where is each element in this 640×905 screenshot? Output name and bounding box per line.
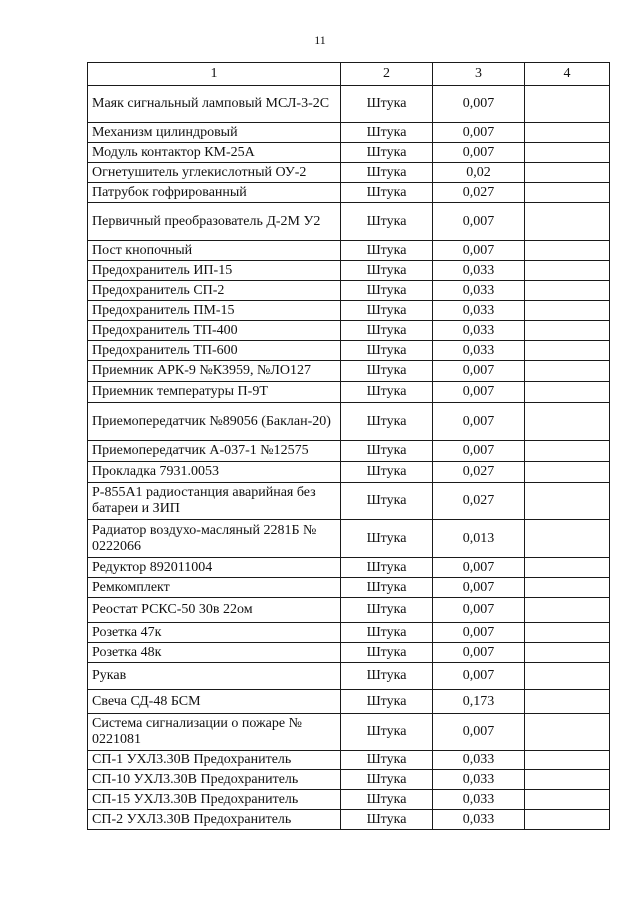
quantity-cell: 0,007 <box>433 441 525 462</box>
item-name-cell: Предохранитель ИП-15 <box>88 261 341 281</box>
unit-cell: Штука <box>341 751 433 770</box>
empty-cell <box>525 623 610 643</box>
unit-cell: Штука <box>341 163 433 183</box>
item-name-cell: Приемопередатчик А-037-1 №12575 <box>88 441 341 462</box>
item-name-cell: Предохранитель ТП-600 <box>88 341 341 361</box>
quantity-cell: 0,007 <box>433 203 525 241</box>
table-row <box>88 183 610 203</box>
quantity-cell: 0,033 <box>433 751 525 770</box>
quantity-cell: 0,007 <box>433 241 525 261</box>
empty-cell <box>525 361 610 382</box>
empty-cell <box>525 341 610 361</box>
table-row <box>88 163 610 183</box>
table-row <box>88 643 610 663</box>
item-name-cell: Механизм цилиндровый <box>88 123 341 143</box>
table-row <box>88 143 610 163</box>
item-name-cell: Приемник АРК-9 №К3959, №ЛО127 <box>88 361 341 382</box>
quantity-cell: 0,007 <box>433 403 525 441</box>
table-row <box>88 361 610 382</box>
item-name-cell: Приемник температуры П-9Т <box>88 382 341 403</box>
item-name-cell: Радиатор воздухо-масляный 2281Б № 0222066 <box>88 520 341 558</box>
item-name-cell: Розетка 47к <box>88 623 341 643</box>
quantity-cell: 0,033 <box>433 321 525 341</box>
item-name-cell: Редуктор 892011004 <box>88 558 341 578</box>
table-row <box>88 714 610 751</box>
unit-cell: Штука <box>341 690 433 714</box>
item-name-cell: СП-10 УХЛ3.30В Предохранитель <box>88 770 341 790</box>
item-name-cell: Предохранитель ПМ-15 <box>88 301 341 321</box>
unit-cell: Штука <box>341 361 433 382</box>
item-name-cell: Система сигнализации о пожаре № 0221081 <box>88 714 341 751</box>
column-header-2: 2 <box>341 63 433 86</box>
empty-cell <box>525 663 610 690</box>
table-row <box>88 403 610 441</box>
column-header-1: 1 <box>88 63 341 86</box>
item-name-cell: СП-2 УХЛ3.30В Предохранитель <box>88 810 341 830</box>
item-name-cell: Реостат РСКС-50 30в 22ом <box>88 598 341 623</box>
quantity-cell: 0,007 <box>433 123 525 143</box>
unit-cell: Штука <box>341 86 433 123</box>
unit-cell: Штука <box>341 790 433 810</box>
unit-cell: Штука <box>341 382 433 403</box>
empty-cell <box>525 241 610 261</box>
unit-cell: Штука <box>341 261 433 281</box>
quantity-cell: 0,013 <box>433 520 525 558</box>
quantity-cell: 0,007 <box>433 382 525 403</box>
table-row <box>88 520 610 558</box>
quantity-cell: 0,033 <box>433 341 525 361</box>
unit-cell: Штука <box>341 183 433 203</box>
unit-cell: Штука <box>341 520 433 558</box>
quantity-cell: 0,007 <box>433 643 525 663</box>
unit-cell: Штука <box>341 558 433 578</box>
empty-cell <box>525 183 610 203</box>
empty-cell <box>525 261 610 281</box>
empty-cell <box>525 281 610 301</box>
unit-cell: Штука <box>341 123 433 143</box>
empty-cell <box>525 690 610 714</box>
quantity-cell: 0,173 <box>433 690 525 714</box>
quantity-cell: 0,027 <box>433 462 525 483</box>
table-row <box>88 441 610 462</box>
empty-cell <box>525 163 610 183</box>
table-row <box>88 281 610 301</box>
column-header-4: 4 <box>525 63 610 86</box>
item-name-cell: Патрубок гофрированный <box>88 183 341 203</box>
empty-cell <box>525 321 610 341</box>
quantity-cell: 0,033 <box>433 770 525 790</box>
empty-cell <box>525 462 610 483</box>
table-row <box>88 301 610 321</box>
empty-cell <box>525 810 610 830</box>
unit-cell: Штука <box>341 643 433 663</box>
table-row <box>88 598 610 623</box>
unit-cell: Штука <box>341 341 433 361</box>
unit-cell: Штука <box>341 810 433 830</box>
empty-cell <box>525 598 610 623</box>
unit-cell: Штука <box>341 462 433 483</box>
table-row <box>88 321 610 341</box>
unit-cell: Штука <box>341 441 433 462</box>
quantity-cell: 0,007 <box>433 361 525 382</box>
table-body <box>88 63 610 830</box>
quantity-cell: 0,033 <box>433 790 525 810</box>
table-row <box>88 558 610 578</box>
empty-cell <box>525 520 610 558</box>
quantity-cell: 0,033 <box>433 810 525 830</box>
empty-cell <box>525 483 610 520</box>
items-table <box>87 62 610 830</box>
unit-cell: Штука <box>341 281 433 301</box>
table-row <box>88 790 610 810</box>
column-header-3: 3 <box>433 63 525 86</box>
empty-cell <box>525 441 610 462</box>
empty-cell <box>525 143 610 163</box>
empty-cell <box>525 301 610 321</box>
quantity-cell: 0,027 <box>433 483 525 520</box>
item-name-cell: Прокладка 7931.0053 <box>88 462 341 483</box>
unit-cell: Штука <box>341 241 433 261</box>
quantity-cell: 0,033 <box>433 281 525 301</box>
empty-cell <box>525 86 610 123</box>
unit-cell: Штука <box>341 623 433 643</box>
empty-cell <box>525 123 610 143</box>
page-number: 11 <box>314 33 326 47</box>
quantity-cell: 0,007 <box>433 663 525 690</box>
table-row <box>88 382 610 403</box>
empty-cell <box>525 203 610 241</box>
table-row <box>88 341 610 361</box>
quantity-cell: 0,007 <box>433 86 525 123</box>
item-name-cell: Свеча СД-48 БСМ <box>88 690 341 714</box>
item-name-cell: Р-855А1 радиостанция аварийная без батареи и ЗИП <box>88 483 341 520</box>
empty-cell <box>525 403 610 441</box>
quantity-cell: 0,033 <box>433 261 525 281</box>
table-row <box>88 241 610 261</box>
unit-cell: Штука <box>341 321 433 341</box>
unit-cell: Штука <box>341 301 433 321</box>
table-row <box>88 483 610 520</box>
empty-cell <box>525 770 610 790</box>
item-name-cell: Розетка 48к <box>88 643 341 663</box>
table-row <box>88 123 610 143</box>
empty-cell <box>525 578 610 598</box>
item-name-cell: Пост кнопочный <box>88 241 341 261</box>
unit-cell: Штука <box>341 770 433 790</box>
table-row <box>88 261 610 281</box>
item-name-cell: Модуль контактор КМ-25А <box>88 143 341 163</box>
quantity-cell: 0,033 <box>433 301 525 321</box>
item-name-cell: СП-15 УХЛ3.30В Предохранитель <box>88 790 341 810</box>
item-name-cell: СП-1 УХЛ3.30В Предохранитель <box>88 751 341 770</box>
empty-cell <box>525 643 610 663</box>
empty-cell <box>525 714 610 751</box>
table-row <box>88 751 610 770</box>
item-name-cell: Предохранитель СП-2 <box>88 281 341 301</box>
unit-cell: Штука <box>341 714 433 751</box>
table-row <box>88 578 610 598</box>
table-row <box>88 203 610 241</box>
quantity-cell: 0,007 <box>433 623 525 643</box>
item-name-cell: Маяк сигнальный ламповый МСЛ-3-2С <box>88 86 341 123</box>
empty-cell <box>525 558 610 578</box>
quantity-cell: 0,007 <box>433 714 525 751</box>
item-name-cell: Рукав <box>88 663 341 690</box>
item-name-cell: Предохранитель ТП-400 <box>88 321 341 341</box>
empty-cell <box>525 751 610 770</box>
unit-cell: Штука <box>341 598 433 623</box>
table-row <box>88 770 610 790</box>
item-name-cell: Ремкомплект <box>88 578 341 598</box>
table-row <box>88 810 610 830</box>
table-row <box>88 690 610 714</box>
quantity-cell: 0,007 <box>433 558 525 578</box>
quantity-cell: 0,007 <box>433 598 525 623</box>
table-row <box>88 86 610 123</box>
item-name-cell: Приемопередатчик №89056 (Баклан-20) <box>88 403 341 441</box>
table-row <box>88 663 610 690</box>
unit-cell: Штука <box>341 578 433 598</box>
quantity-cell: 0,007 <box>433 143 525 163</box>
item-name-cell: Огнетушитель углекислотный ОУ-2 <box>88 163 341 183</box>
unit-cell: Штука <box>341 203 433 241</box>
unit-cell: Штука <box>341 143 433 163</box>
item-name-cell: Первичный преобразователь Д-2М У2 <box>88 203 341 241</box>
quantity-cell: 0,027 <box>433 183 525 203</box>
unit-cell: Штука <box>341 403 433 441</box>
empty-cell <box>525 382 610 403</box>
table-row <box>88 623 610 643</box>
empty-cell <box>525 790 610 810</box>
quantity-cell: 0,02 <box>433 163 525 183</box>
unit-cell: Штука <box>341 483 433 520</box>
header-row <box>88 63 610 86</box>
quantity-cell: 0,007 <box>433 578 525 598</box>
table-row <box>88 462 610 483</box>
unit-cell: Штука <box>341 663 433 690</box>
